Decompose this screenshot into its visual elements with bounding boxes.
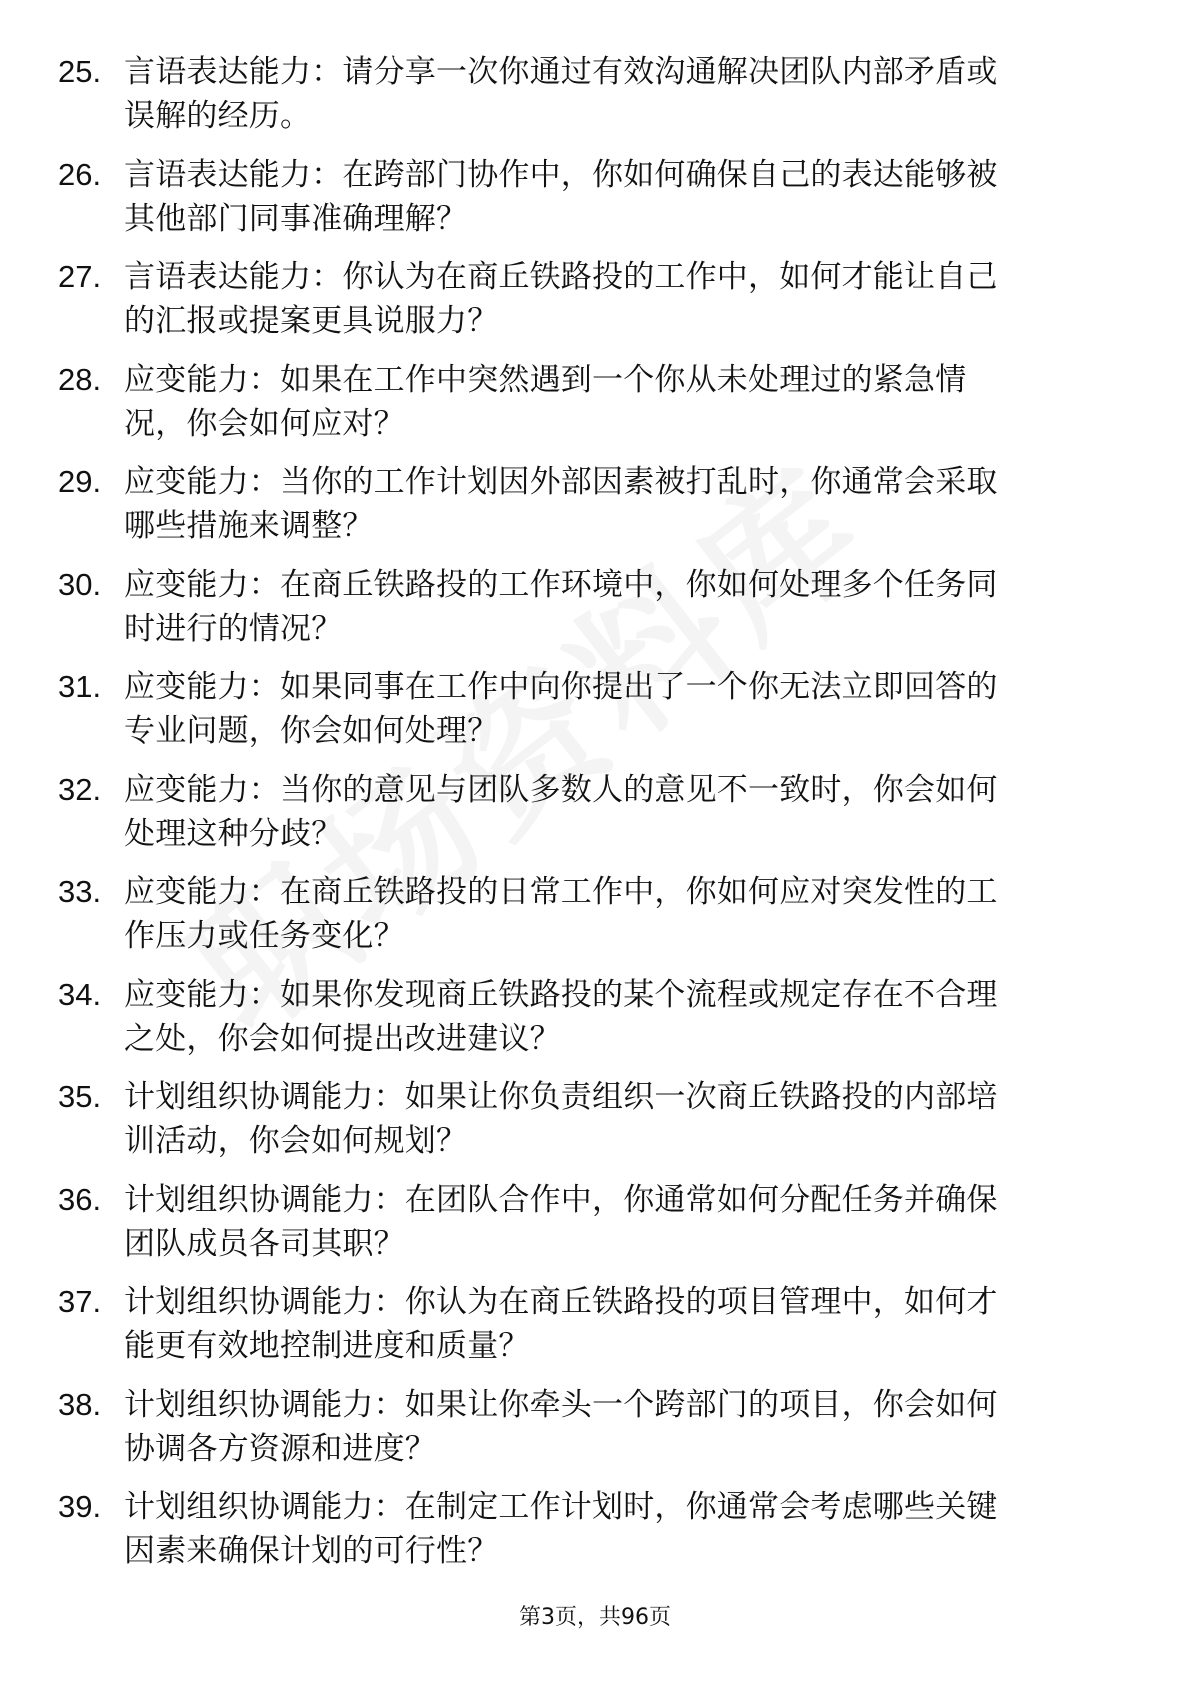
question-text-line-2: 处理这种分歧？ — [124, 815, 343, 852]
question-text-line-2: 的汇报或提案更具说服力？ — [124, 303, 499, 339]
question-text-line-2: 训活动，你会如何规划？ — [124, 1123, 468, 1159]
question-text-line-1: 应变能力：当你的意见与团队多数人的意见不一致时，你会如何 — [124, 771, 998, 808]
question-number: 27. — [58, 259, 102, 294]
question-number: 26. — [58, 156, 102, 192]
question-text-line-1: 计划组织协调能力：如果让你负责组织一次商丘铁路投的内部培 — [124, 1079, 998, 1115]
question-number: 38. — [58, 1386, 102, 1422]
question-text-line-1: 计划组织协调能力：你认为在商丘铁路投的项目管理中，如何才 — [124, 1284, 998, 1320]
question-number: 29. — [58, 464, 102, 499]
question-text-line-1: 应变能力：在商丘铁路投的工作环境中，你如何处理多个任务同 — [124, 566, 998, 603]
question-item — [58, 1485, 1118, 1573]
question-item — [58, 460, 1118, 548]
question-text-line-2: 协调各方资源和进度？ — [124, 1430, 436, 1467]
question-item — [58, 358, 1118, 446]
question-number: 33. — [58, 874, 102, 909]
question-text-line-2: 能更有效地控制进度和质量？ — [124, 1328, 530, 1364]
question-text-line-2: 之处，你会如何提出改进建议？ — [124, 1020, 561, 1057]
question-text-line-1: 言语表达能力：请分享一次你通过有效沟通解决团队内部矛盾或 — [124, 54, 998, 90]
question-number: 32. — [58, 771, 102, 807]
question-text-line-1: 应变能力：如果你发现商丘铁路投的某个流程或规定存在不合理 — [124, 976, 998, 1013]
question-text-line-2: 况，你会如何应对？ — [124, 405, 405, 442]
question-item — [58, 665, 1118, 753]
question-text-line-1: 言语表达能力：在跨部门协作中，你如何确保自己的表达能够被 — [124, 156, 998, 193]
page-footer — [0, 1600, 1190, 1631]
question-item — [58, 1280, 1118, 1368]
question-text-line-1: 言语表达能力：你认为在商丘铁路投的工作中，如何才能让自己 — [124, 259, 998, 295]
question-text-line-2: 其他部门同事准确理解？ — [124, 200, 468, 237]
question-number: 34. — [58, 976, 102, 1012]
question-item — [58, 1075, 1118, 1163]
question-item — [58, 1178, 1118, 1266]
question-number: 37. — [58, 1284, 102, 1319]
question-text-line-2: 哪些措施来调整？ — [124, 508, 374, 544]
question-number: 31. — [58, 669, 102, 704]
question-text-line-1: 应变能力：如果同事在工作中向你提出了一个你无法立即回答的 — [124, 669, 998, 705]
question-item — [58, 1383, 1118, 1471]
question-number: 35. — [58, 1079, 102, 1114]
question-number: 30. — [58, 566, 102, 602]
question-text-line-2: 时进行的情况？ — [124, 610, 343, 647]
question-item — [58, 153, 1118, 241]
question-item — [58, 50, 1118, 138]
question-text-line-2: 因素来确保计划的可行性？ — [124, 1533, 499, 1569]
question-text-line-2: 误解的经历。 — [124, 98, 312, 134]
question-list — [58, 50, 1118, 1588]
question-text-line-1: 应变能力：如果在工作中突然遇到一个你从未处理过的紧急情 — [124, 361, 967, 398]
question-text-line-1: 应变能力：在商丘铁路投的日常工作中，你如何应对突发性的工 — [124, 874, 998, 910]
question-item — [58, 255, 1118, 343]
question-number: 39. — [58, 1489, 102, 1524]
question-number: 36. — [58, 1181, 102, 1217]
question-item — [58, 563, 1118, 651]
question-number: 28. — [58, 361, 102, 397]
question-number: 25. — [58, 54, 102, 89]
question-text-line-1: 计划组织协调能力：如果让你牵头一个跨部门的项目，你会如何 — [124, 1386, 998, 1423]
question-text-line-2: 作压力或任务变化？ — [124, 918, 405, 954]
question-text-line-1: 应变能力：当你的工作计划因外部因素被打乱时，你通常会采取 — [124, 464, 998, 500]
question-item — [58, 768, 1118, 856]
question-item — [58, 973, 1118, 1061]
question-text-line-1: 计划组织协调能力：在团队合作中，你通常如何分配任务并确保 — [124, 1181, 998, 1218]
question-text-line-2: 专业问题，你会如何处理？ — [124, 713, 499, 749]
question-item — [58, 870, 1118, 958]
question-text-line-1: 计划组织协调能力：在制定工作计划时，你通常会考虑哪些关键 — [124, 1489, 998, 1525]
question-text-line-2: 团队成员各司其职？ — [124, 1225, 405, 1262]
page-number-label: 第3页，共96页 — [519, 1605, 671, 1630]
